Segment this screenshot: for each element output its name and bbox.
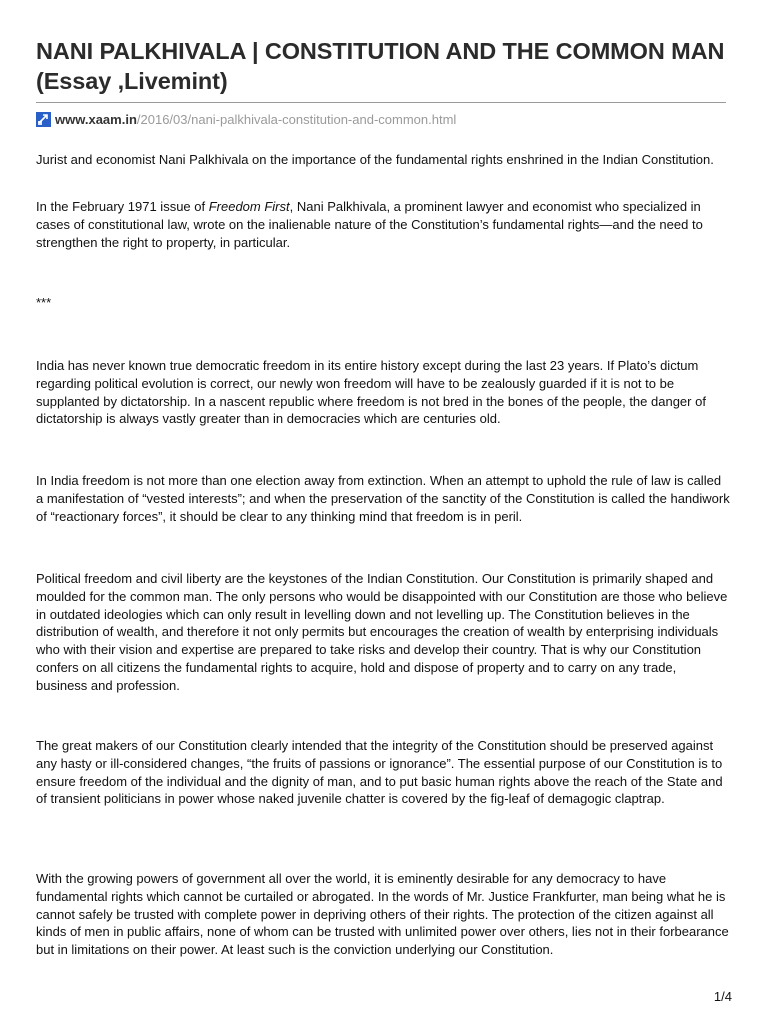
source-link[interactable] xyxy=(36,111,456,129)
body-paragraph-2: In India freedom is not more than one election away from extinction. When an attempt to uphold the rule of law is called a manifestation of “vested interests”; and when the preservation of the sanctity of the Constitution is called the handiwork of “reactionary forces”, it should be clear to any thinking mind that freedom is in peril. xyxy=(36,473,730,524)
context-text-end: , Nani Palkhivala, a prominent lawyer and economist who specialized in cases of constitutional law, wrote on the inalienable nature of the Constitution’s fundamental rights—and the need to strengthen the right to property, in particular. xyxy=(36,199,703,250)
link-icon xyxy=(36,112,51,132)
body-paragraph-4: The great makers of our Constitution clearly intended that the integrity of the Constitution should be preserved against any hasty or ill-considered changes, “the fruits of passions or ignorance”. The essential purpose of our Constitution is to ensure freedom of the individual and the dignity of man, and to put basic human rights above the reach of the State and of transient politicians in power whose naked juvenile chatter is covered by the fig-leaf of demagogic claptrap. xyxy=(36,738,723,807)
publication-name: Freedom First xyxy=(208,199,290,214)
body-paragraph-3: Political freedom and civil liberty are the keystones of the Indian Constitution. Our Constitution is primarily shaped and moulded for the common man. The only persons who would be disappointed with our Constitution are those who believe in outdated ideologies which can only result in levelling down and not levelling up. The Constitution believes in the distribution of wealth, and therefore it not only permits but encourages the creation of wealth by enterprising individuals who with their vision and expertise are prepared to take risks and develop their country. That is why our Constitution confers on all citizens the fundamental rights to acquire, hold and dispose of property and to carry on any trade, business and profession. xyxy=(36,571,728,693)
body-paragraph-1: India has never known true democratic freedom in its entire history except during the last 23 years. If Plato’s dictum regarding political evolution is correct, our newly won freedom will have to be zealously guarded if it is not to be supplanted by dictatorship. In a nascent republic where freedom is not bred in the bones of the people, the danger of dictatorship is always vastly greater than in democracies which are centuries old. xyxy=(36,358,706,427)
page-indicator: 1/4 xyxy=(713,989,732,1004)
context-text-start: In the February 1971 issue of xyxy=(36,199,209,214)
context-paragraph xyxy=(36,198,730,251)
title-divider xyxy=(36,102,726,103)
page-title: NANI PALKHIVALA | CONSTITUTION AND THE COMMON MAN (Essay ,Livemint) xyxy=(36,38,725,94)
section-separator: *** xyxy=(36,295,52,310)
source-domain[interactable]: www.xaam.in xyxy=(55,112,137,127)
intro-paragraph: Jurist and economist Nani Palkhivala on the importance of the fundamental rights enshrined in the Indian Constitution. xyxy=(36,152,714,167)
body-paragraph-5: With the growing powers of government all over the world, it is eminently desirable for any democracy to have fundamental rights which cannot be curtailed or abrogated. In the words of Mr. Justice Frankfurter, man being what he is cannot safely be trusted with complete power in depriving others of their rights. The protection of the citizen against all kinds of men in public affairs, none of whom can be trusted with unlimited power over others, lies not in their forbearance but in limitations on their power. At least such is the conviction underlying our Constitution. xyxy=(36,871,729,958)
source-path[interactable]: /2016/03/nani-palkhivala-constitution-and-common.html xyxy=(136,112,457,127)
